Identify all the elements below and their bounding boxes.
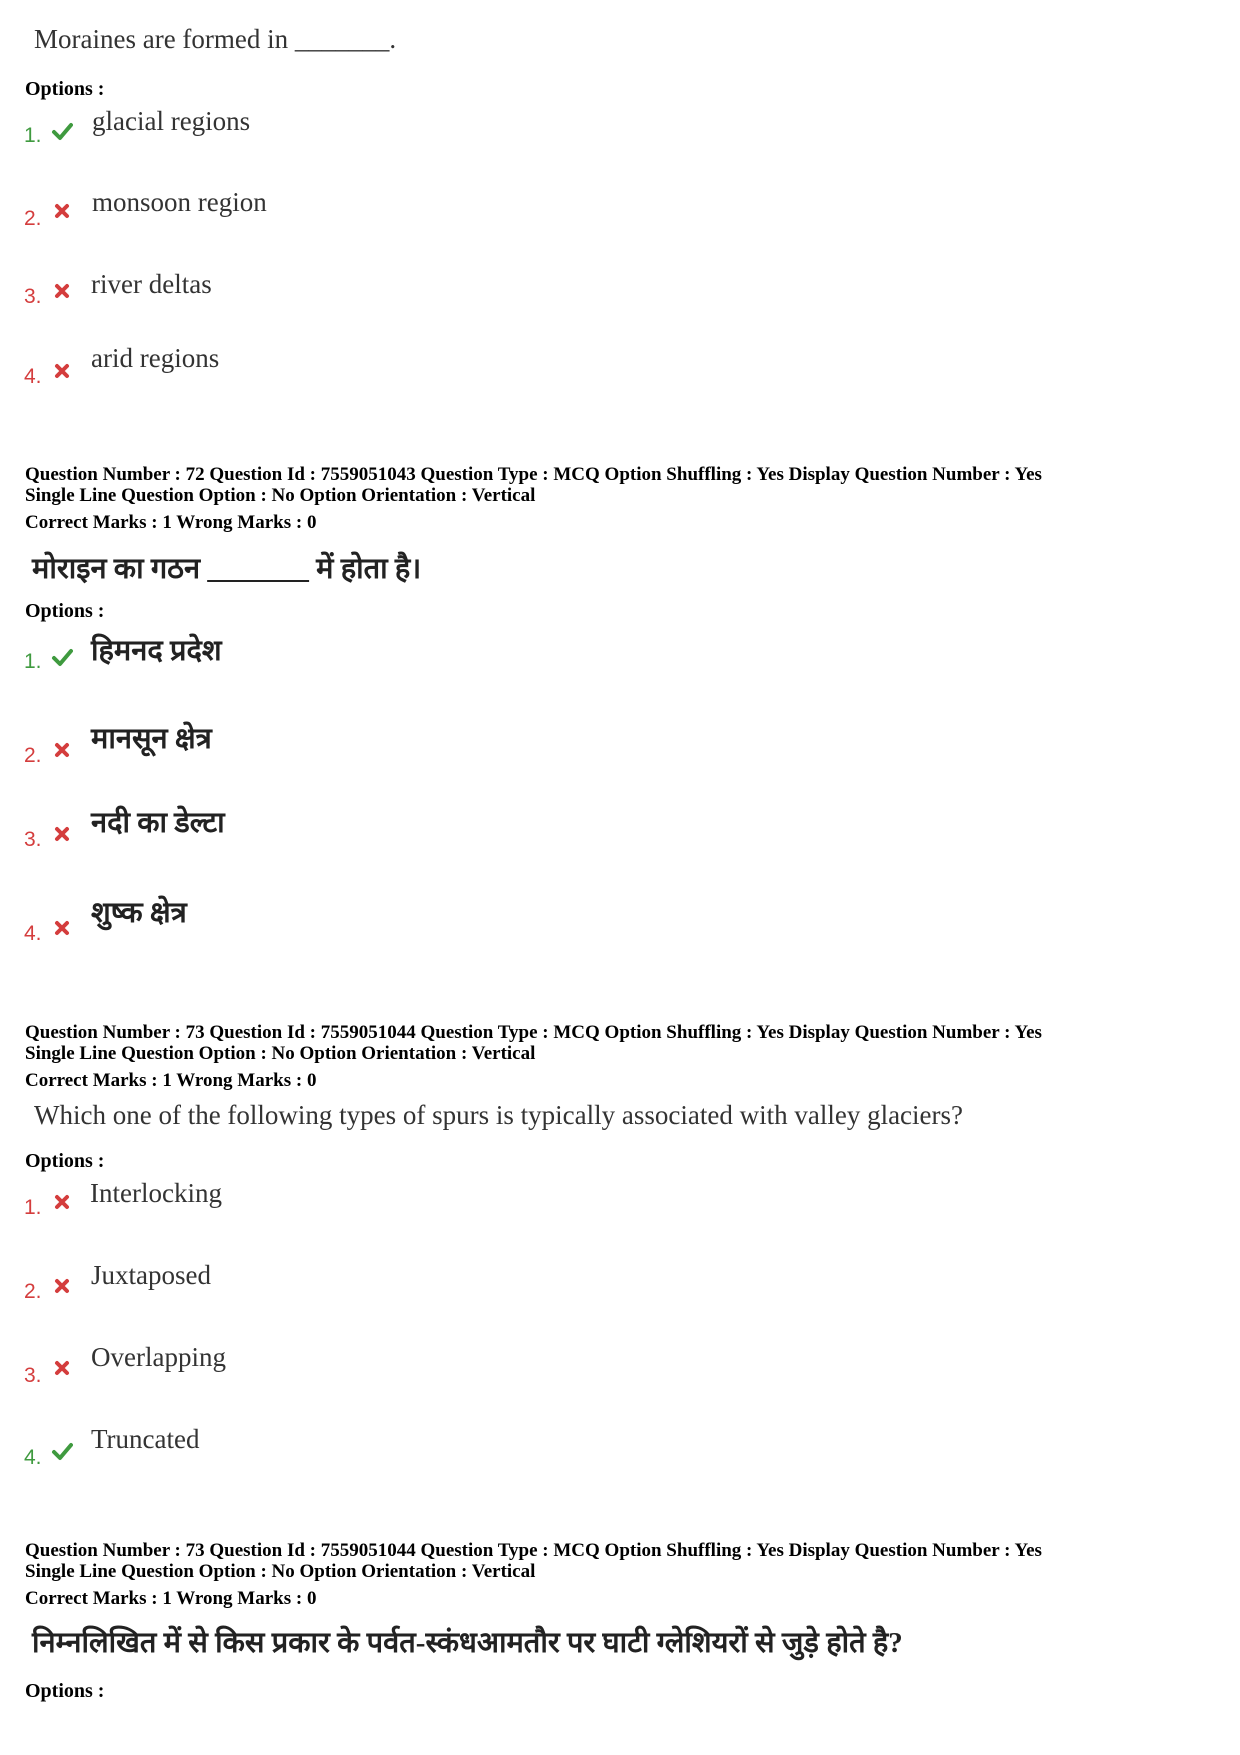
question-text: Moraines are formed in _______. [34,24,397,54]
option-number: 1. [24,650,42,673]
option-text: शुष्क क्षेत्र [91,897,187,929]
question-text: मोराइन का गठन _______ में होता है। [32,553,422,585]
marks-line: Correct Marks : 1 Wrong Marks : 0 [25,1070,317,1091]
option-text: नदी का डेल्टा [91,807,225,839]
cross-mark-icon [54,920,70,936]
option-number: 4. [24,365,42,388]
option-text: हिमनद प्रदेश [91,635,222,667]
check-mark-icon [51,120,73,142]
option-text: glacial regions [92,106,251,136]
option-text: arid regions [91,343,220,373]
option-text: Truncated [91,1424,200,1454]
options-label: Options : [25,1150,105,1172]
check-mark-icon [51,1440,73,1462]
question-meta-line: Question Number : 73 Question Id : 7559051044 Question Type : MCQ Option Shuffling : Yes Display Question Number : Yes [25,1022,1042,1043]
option-number: 1. [24,1196,42,1219]
options-label: Options : [25,600,105,622]
question-meta-line: Question Number : 72 Question Id : 7559051043 Question Type : MCQ Option Shuffling : Yes Display Question Number : Yes [25,464,1042,485]
option-number: 3. [24,1364,42,1387]
option-number: 1. [24,124,42,147]
options-label: Options : [25,1680,105,1702]
option-text: Juxtaposed [91,1260,211,1290]
option-number: 2. [24,1280,42,1303]
cross-mark-icon [54,203,70,219]
options-label: Options : [25,78,105,100]
cross-mark-icon [54,742,70,758]
cross-mark-icon [54,1278,70,1294]
cross-mark-icon [54,283,70,299]
option-number: 4. [24,1446,42,1469]
question-meta-line: Single Line Question Option : No Option Orientation : Vertical [25,485,536,506]
check-mark-icon [51,646,73,668]
option-text: river deltas [91,269,212,299]
question-text: निम्नलिखित में से किस प्रकार के पर्वत-स्कंधआमतौर पर घाटी ग्लेशियरों से जुड़े होते है? [32,1627,903,1659]
cross-mark-icon [54,1360,70,1376]
option-number: 2. [24,744,42,767]
option-text: Overlapping [91,1342,226,1372]
option-text: monsoon region [92,187,267,217]
cross-mark-icon [54,1194,70,1210]
question-meta-line: Single Line Question Option : No Option Orientation : Vertical [25,1043,536,1064]
option-number: 2. [24,207,42,230]
question-meta-line: Question Number : 73 Question Id : 7559051044 Question Type : MCQ Option Shuffling : Yes Display Question Number : Yes [25,1540,1042,1561]
option-text: Interlocking [90,1178,222,1208]
option-number: 3. [24,285,42,308]
question-text: Which one of the following types of spurs is typically associated with valley glaciers? [34,1100,964,1130]
cross-mark-icon [54,363,70,379]
cross-mark-icon [54,826,70,842]
option-number: 3. [24,828,42,851]
option-number: 4. [24,922,42,945]
question-meta-line: Single Line Question Option : No Option Orientation : Vertical [25,1561,536,1582]
marks-line: Correct Marks : 1 Wrong Marks : 0 [25,1588,317,1609]
option-text: मानसून क्षेत्र [91,723,212,755]
marks-line: Correct Marks : 1 Wrong Marks : 0 [25,512,317,533]
